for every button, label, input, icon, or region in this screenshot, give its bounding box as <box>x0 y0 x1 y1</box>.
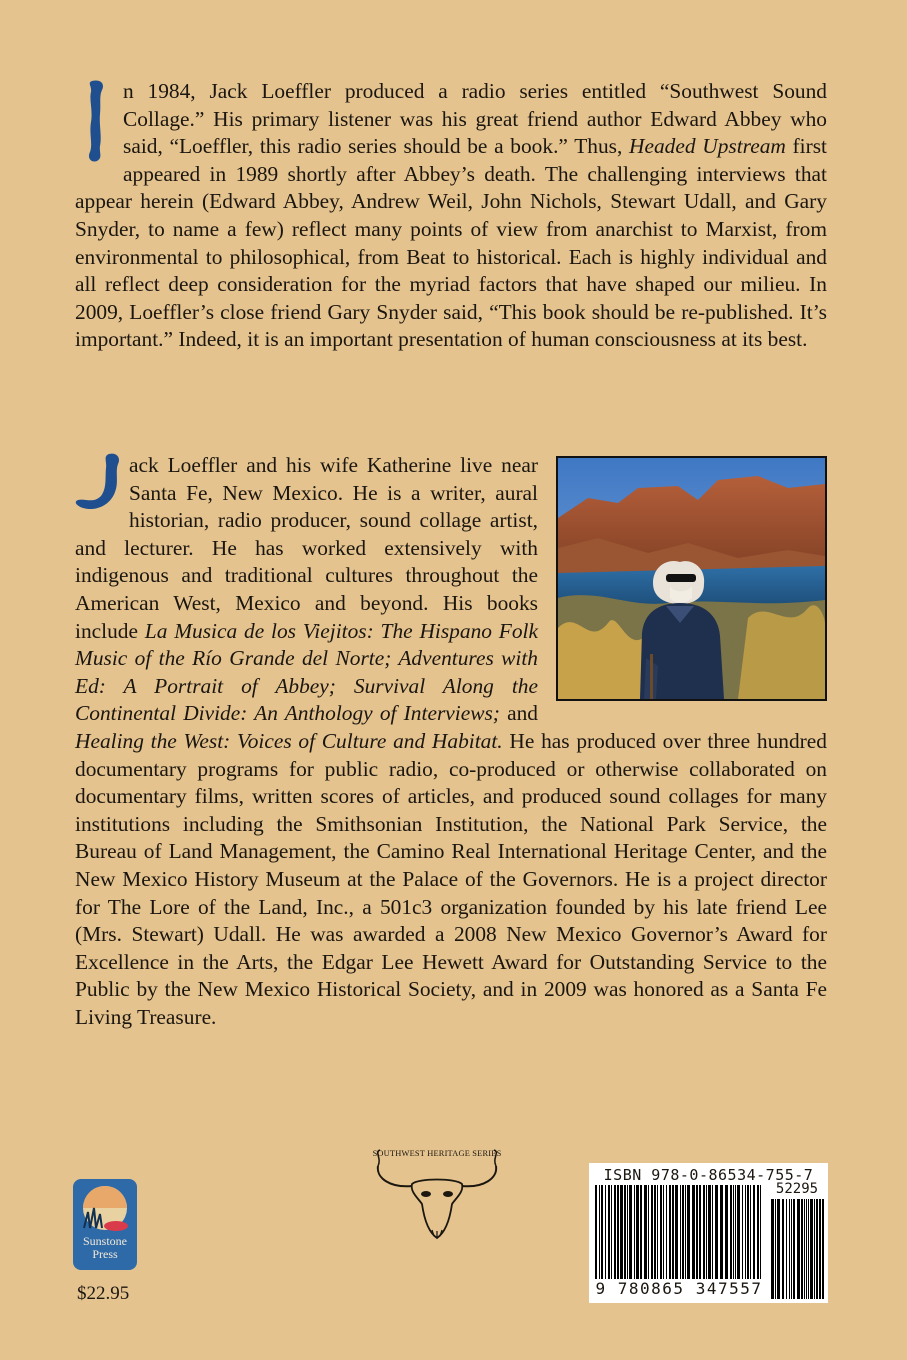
barcode-bar <box>644 1185 647 1281</box>
cow-skull-icon <box>372 1148 502 1243</box>
barcode-bar <box>692 1185 695 1281</box>
price-bar <box>775 1199 776 1299</box>
bio-books-1: La Musica de los Viejitos: The Hispano Folk Music of the Río Grande del Norte; Adventures with Ed: A Portrait of Abbey; Survival Along the Continental Divide: An Anthology of Interviews; <box>75 618 538 726</box>
isbn-barcode <box>589 1163 828 1303</box>
barcode-bar <box>660 1185 662 1281</box>
price-bar <box>782 1199 784 1299</box>
price-bar <box>806 1199 807 1299</box>
barcode-bar <box>611 1185 612 1281</box>
barcode-bar <box>750 1185 751 1281</box>
price-bar <box>786 1199 787 1299</box>
isbn-text: ISBN 978-0-86534-755-7 <box>603 1166 814 1184</box>
barcode-bar <box>651 1185 653 1281</box>
barcode-bar <box>760 1185 761 1281</box>
bio-text-a: ack Loeffler and his wife Katherine live near Santa Fe, New Mexico. He is a writer, aural historian, radio producer, sound collage artist, and lecturer. He has worked extensively with indigenous and traditional cultures throughout the American West, Mexico and beyond. His books include <box>75 453 538 643</box>
price-bar <box>810 1199 813 1299</box>
barcode-bar <box>685 1185 686 1281</box>
barcode-bar <box>601 1185 603 1281</box>
barcode-bar <box>599 1185 600 1281</box>
publisher-line-2: Press <box>92 1247 118 1261</box>
barcode-bar <box>605 1185 606 1281</box>
intro-text-1: n 1984, Jack Loeffler produced a radio series entitled “Southwest Sound Collage.” His primary listener was his great friend author Edward Abbey who said, “Loeffler, this radio series should be a book.” Thus, <box>123 79 827 159</box>
price-bar <box>791 1199 792 1299</box>
barcode-bar <box>687 1185 690 1281</box>
barcode-bar <box>747 1185 749 1281</box>
barcode-bar <box>708 1185 711 1281</box>
barcode-bar <box>730 1185 732 1281</box>
barcode-bar <box>640 1185 642 1281</box>
barcode-bar <box>720 1185 723 1281</box>
series-label: SOUTHWEST HERITAGE SERIES <box>372 1149 502 1158</box>
dropcap-i-letter: I <box>75 78 76 79</box>
barcode-bar <box>703 1185 705 1281</box>
bio-paragraph <box>75 452 827 1031</box>
price-bar <box>819 1199 821 1299</box>
barcode-bar <box>682 1185 684 1281</box>
dropcap-i <box>75 78 121 163</box>
price-bar <box>804 1199 805 1299</box>
price-bar <box>814 1199 815 1299</box>
barcode-bar <box>634 1185 635 1281</box>
barcode-bar <box>617 1185 619 1281</box>
publisher-name <box>72 1235 138 1261</box>
ean-digits: 9 780865 347557 <box>589 1279 769 1298</box>
barcode-bar <box>753 1185 755 1281</box>
barcode-bar <box>672 1185 674 1281</box>
barcode-bar <box>725 1185 728 1281</box>
barcode-bar <box>669 1185 671 1281</box>
bio-books-2: Healing the West: Voices of Culture and Habitat. <box>75 728 503 753</box>
barcode-bar <box>608 1185 610 1281</box>
barcode-bar <box>666 1185 667 1281</box>
barcode-bar <box>715 1185 718 1281</box>
barcode-bar <box>712 1185 713 1281</box>
barcode-bar <box>648 1185 649 1281</box>
price-bar <box>789 1199 790 1299</box>
intro-text-2: first appeared in 1989 shortly after Abbey’s death. The challenging interviews that appear herein (Edward Abbey, Andrew Weil, John Nichols, Stewart Udall, and Gary Snyder, to name a few) reflect many points of view from anarchist to Marxist, from environmental to philosophical, from Beat to historical. Each is highly individual and all reflect deep consideration for the myriad factors that have shaped our milieu. In 2009, Loeffler’s close friend Gary Snyder said, “This book should be re-published. It’s important.” Indeed, it is an important presentation of human consciousness at its best. <box>75 134 827 352</box>
publisher-line-1: Sunstone <box>82 1234 127 1248</box>
author-photo <box>556 456 827 701</box>
barcode-bar <box>742 1185 743 1281</box>
barcode-bar <box>757 1185 759 1281</box>
intro-paragraph <box>75 78 827 354</box>
price-bar <box>793 1199 795 1299</box>
barcode-bar <box>745 1185 746 1281</box>
bio-text-c: He has produced over three hundred documentary programs for public radio, co-produced or otherwise collaborated on documentary films, written scores of articles, and produced sound collages for many institutions including the Smithsonian Institution, the National Park Service, the Bureau of Land Management, the Camino Real International Heritage Center, and the New Mexico History Museum at the Palace of the Governors. He is a project director for The Lore of the Land, Inc., a 501c3 organization founded by his late friend Lee (Mrs. Stewart) Udall. He was awarded a 2008 New Mexico Governor’s Award for Excellence in the Arts, the Edgar Lee Hewett Award for Outstanding Service to the Public by the New Mexico Historical Society, and in 2009 was honored as a Santa Fe Living Treasure. <box>75 728 827 1029</box>
dropcap-j <box>75 452 127 512</box>
barcode-bar <box>595 1185 597 1281</box>
barcode-bar <box>663 1185 664 1281</box>
price-bar <box>808 1199 809 1299</box>
barcode-bar <box>636 1185 639 1281</box>
bio-text-b: and <box>499 701 539 726</box>
book-title-headed-upstream: Headed Upstream <box>629 134 786 159</box>
barcode-bar <box>629 1185 632 1281</box>
barcode-bar <box>620 1185 623 1281</box>
barcode-bar <box>624 1185 626 1281</box>
barcode-bar <box>627 1185 628 1281</box>
price-code: 52295 <box>775 1181 819 1197</box>
barcode-bar <box>706 1185 707 1281</box>
price-bar <box>822 1199 824 1299</box>
price: $22.95 <box>77 1283 130 1304</box>
barcode-bar <box>733 1185 734 1281</box>
series-emblem <box>372 1148 502 1243</box>
price-bar <box>816 1199 818 1299</box>
barcode-bar <box>735 1185 736 1281</box>
price-bar <box>777 1199 780 1299</box>
price-bar <box>771 1199 774 1299</box>
barcode-bar <box>654 1185 656 1281</box>
barcode-bar <box>737 1185 740 1281</box>
barcode-bar <box>675 1185 678 1281</box>
dropcap-j-letter: J <box>75 452 76 453</box>
barcode-bar <box>657 1185 658 1281</box>
barcode-bar <box>696 1185 698 1281</box>
barcode-bar <box>699 1185 701 1281</box>
price-bar <box>801 1199 803 1299</box>
barcode-bar <box>680 1185 681 1281</box>
price-bar <box>797 1199 800 1299</box>
barcode-bar <box>614 1185 616 1281</box>
